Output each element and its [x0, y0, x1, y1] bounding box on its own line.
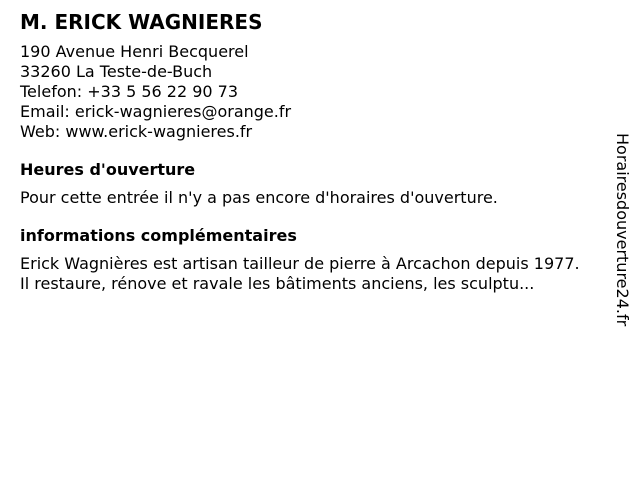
- address-street: 190 Avenue Henri Becquerel: [20, 42, 249, 61]
- phone-number: Telefon: +33 5 56 22 90 73: [20, 82, 239, 101]
- address-city: 33260 La Teste-de-Buch: [20, 62, 213, 81]
- additional-info-heading: informations complémentaires: [20, 226, 297, 245]
- additional-info-text-line1: Erick Wagnières est artisan tailleur de pierre à Arcachon depuis 1977.: [20, 254, 580, 273]
- listing-card: [20, 10, 595, 294]
- additional-info-text-line2: Il restaure, rénove et ravale les bâtiments anciens, les sculptu...: [20, 274, 535, 293]
- business-name: M. ERICK WAGNIERES: [20, 10, 263, 34]
- opening-hours-text: Pour cette entrée il n'y a pas encore d'horaires d'ouverture.: [20, 188, 498, 207]
- website-url: Web: www.erick-wagnieres.fr: [20, 122, 253, 141]
- email-address: Email: erick-wagnieres@orange.fr: [20, 102, 292, 121]
- opening-hours-heading: Heures d'ouverture: [20, 160, 196, 179]
- site-brand-vertical: Horairesdouverture24.fr: [613, 133, 632, 327]
